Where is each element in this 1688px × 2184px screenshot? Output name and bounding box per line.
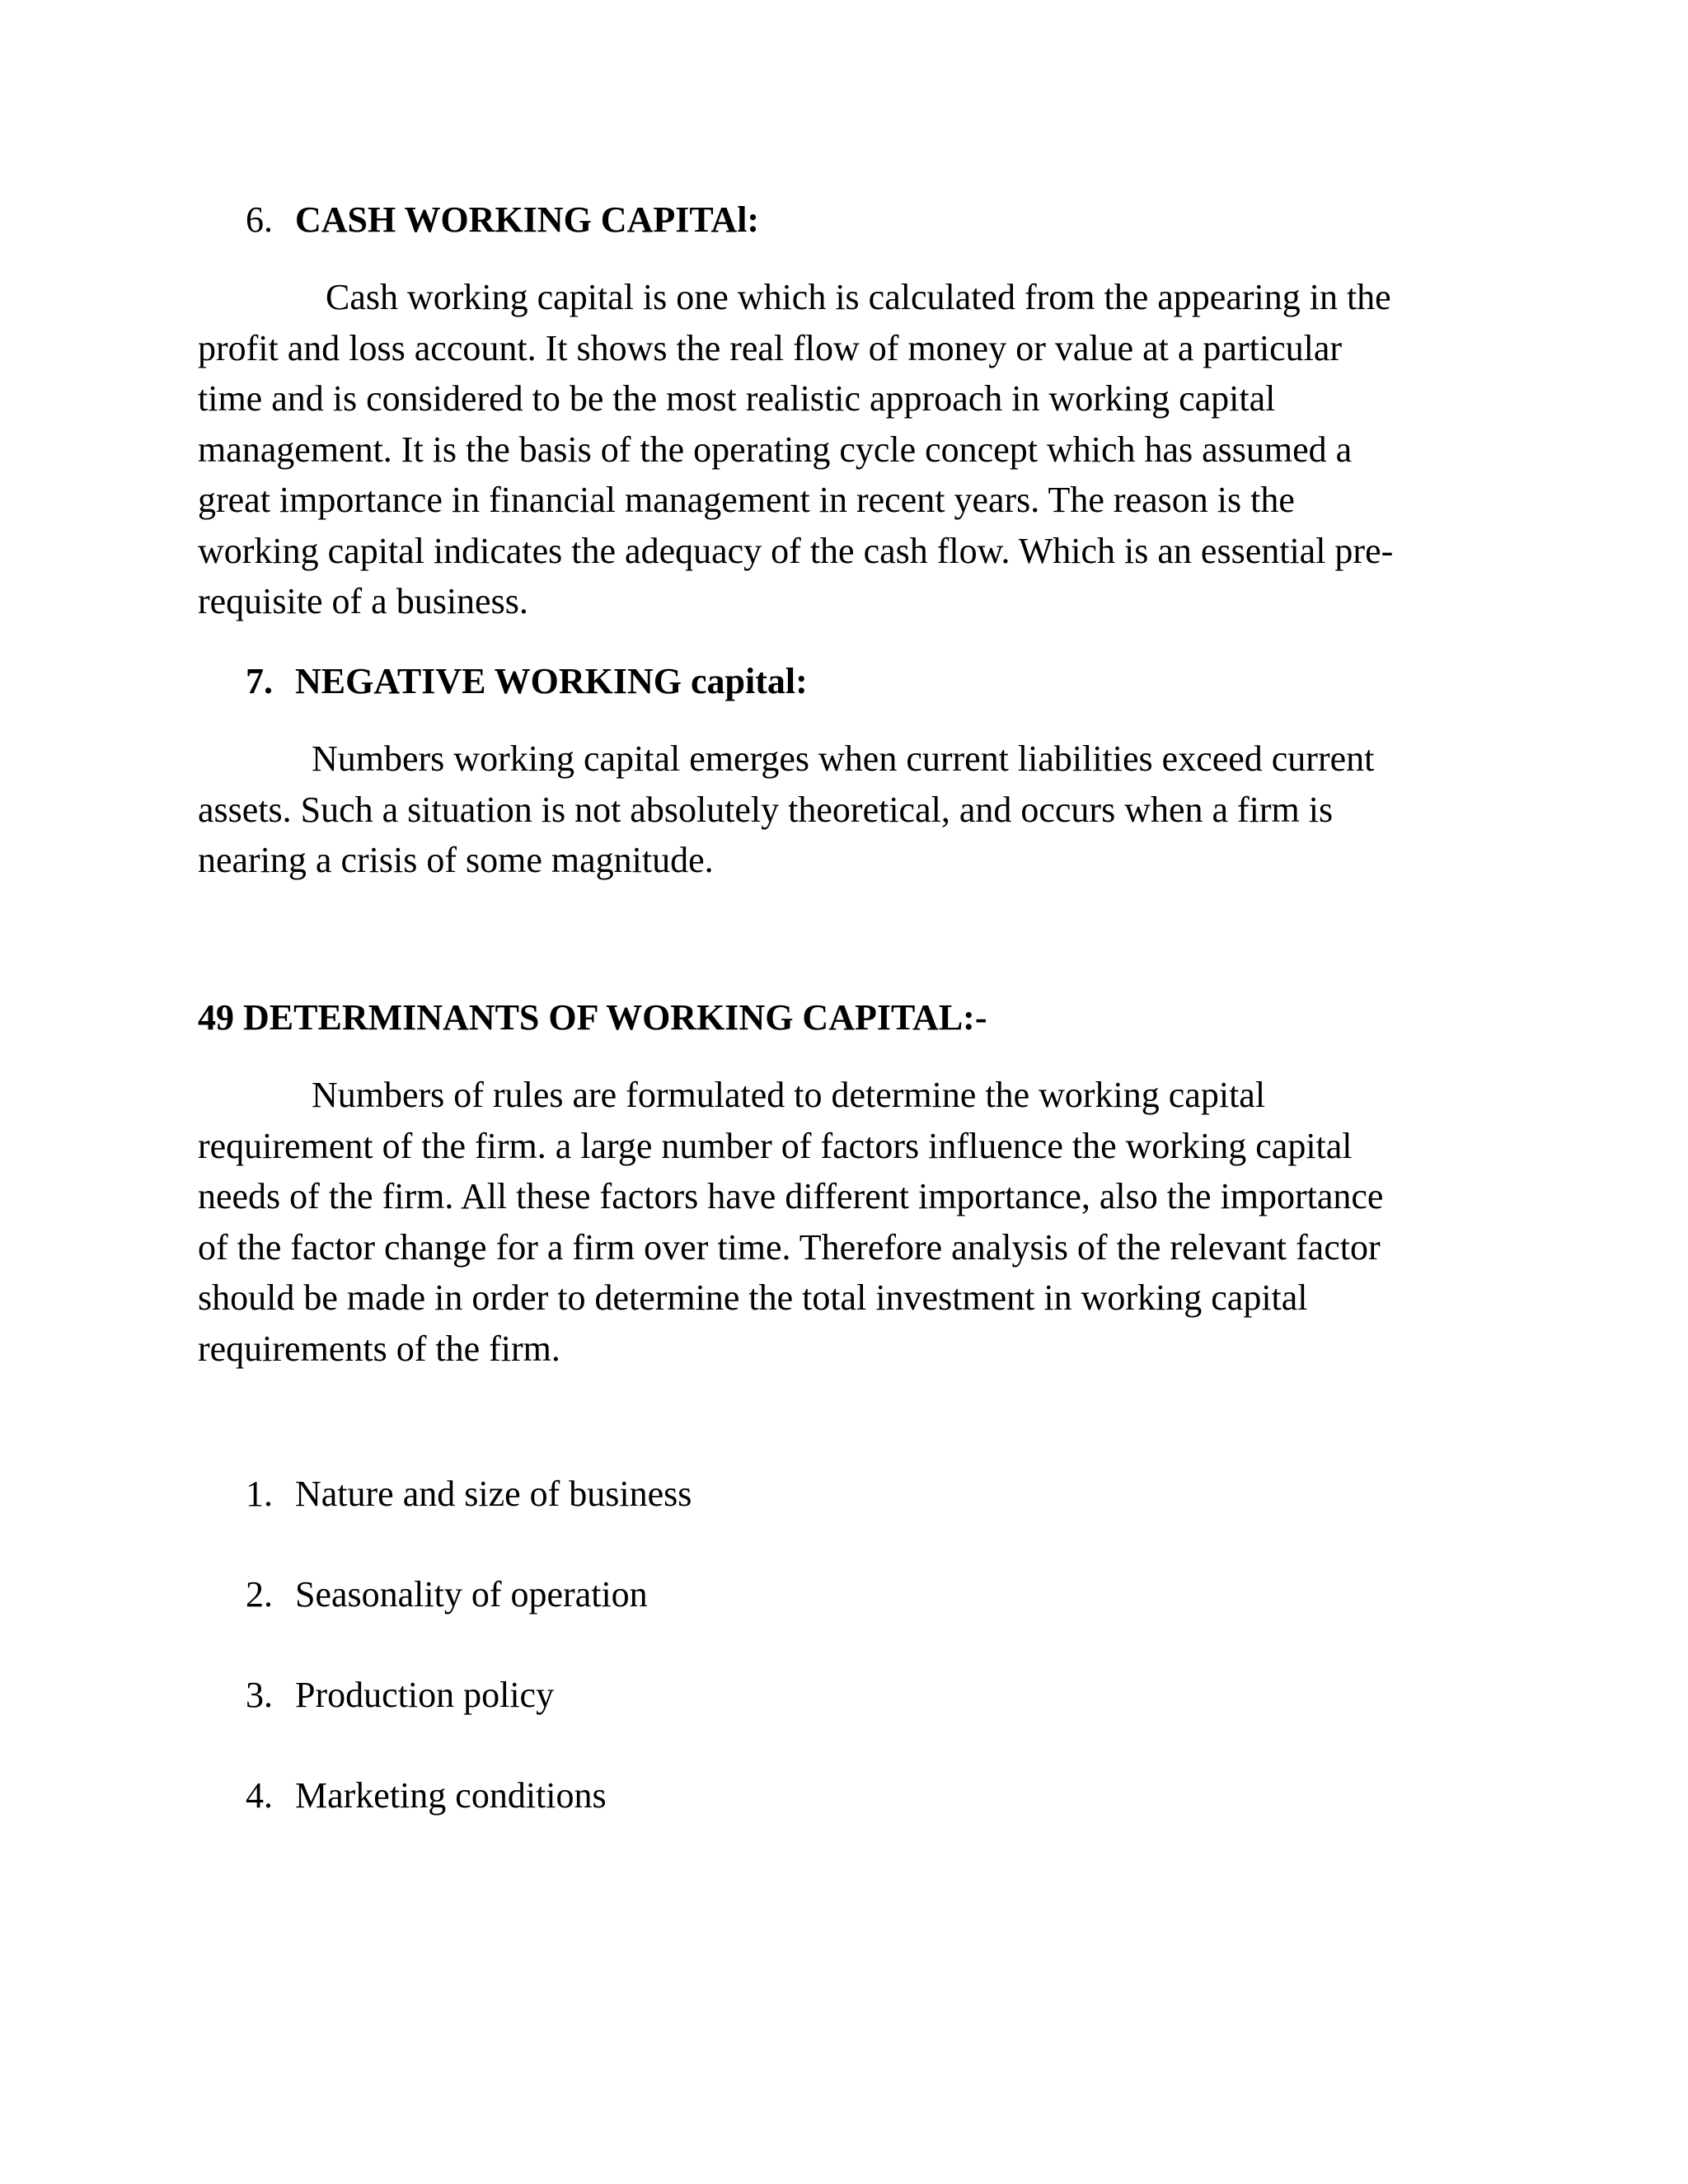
list-item [246,1469,692,1520]
paragraph-line: needs of the firm. All these factors have different importance, also the importance [198,1176,1384,1216]
paragraph-line: should be made in order to determine the total investment in working capital [198,1277,1308,1318]
list-item-text: Marketing conditions [295,1775,607,1816]
paragraph-cash-working-capital [198,272,1484,627]
list-item-number: 3. [246,1675,273,1715]
list-item-number: 2. [246,1574,273,1615]
paragraph-line: profit and loss account. It shows the real flow of money or value at a particular [198,327,1342,368]
section-heading-determinants [198,992,987,1043]
paragraph-line: requirements of the firm. [198,1328,560,1369]
paragraph-line: Numbers of rules are formulated to determine the working capital [312,1075,1266,1115]
section-heading-negative-working-capital [246,656,808,707]
paragraph-line: working capital indicates the adequacy of the cash flow. Which is an essential pre- [198,530,1394,571]
section-heading-cash-working-capital [246,194,759,246]
section-title: NEGATIVE WORKING capital: [295,661,808,701]
paragraph-line: Cash working capital is one which is calculated from the appearing in the [326,277,1391,317]
list-item-text: Production policy [295,1675,555,1715]
paragraph-line: assets. Such a situation is not absolutely theoretical, and occurs when a firm is [198,789,1334,830]
paragraph-line: time and is considered to be the most realistic approach in working capital [198,378,1276,419]
list-item [246,1569,648,1620]
paragraph-determinants [198,1070,1484,1374]
list-item-text: Seasonality of operation [295,1574,648,1615]
paragraph-line: nearing a crisis of some magnitude. [198,840,714,880]
section-title: 49 DETERMINANTS OF WORKING CAPITAL:- [198,997,987,1038]
paragraph-line: requisite of a business. [198,581,528,621]
list-item-number: 1. [246,1474,273,1514]
paragraph-line: management. It is the basis of the operating cycle concept which has assumed a [198,429,1353,470]
section-number: 6. [246,199,273,240]
list-item-text: Nature and size of business [295,1474,692,1514]
paragraph-negative-working-capital [198,733,1484,886]
section-title: CASH WORKING CAPITAl: [295,199,760,240]
paragraph-line: Numbers working capital emerges when current liabilities exceed current [312,738,1375,779]
list-item [246,1670,554,1721]
paragraph-line: requirement of the firm. a large number of factors influence the working capital [198,1125,1353,1166]
paragraph-line: great importance in financial management in recent years. The reason is the [198,480,1295,520]
list-item-number: 4. [246,1775,273,1816]
list-item [246,1770,607,1821]
paragraph-line: of the factor change for a firm over time. Therefore analysis of the relevant factor [198,1226,1381,1268]
section-number: 7. [246,661,273,701]
